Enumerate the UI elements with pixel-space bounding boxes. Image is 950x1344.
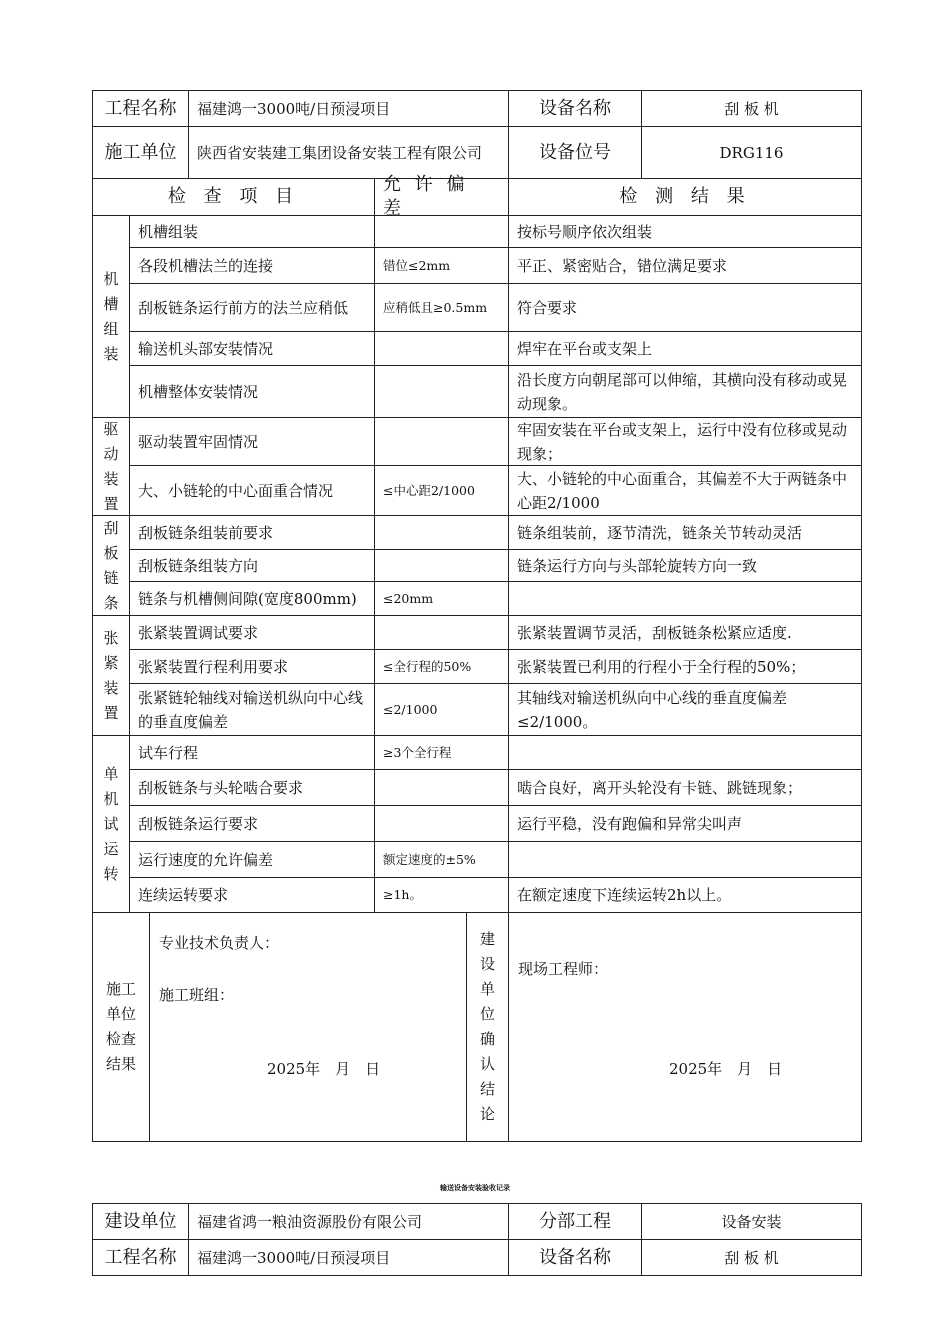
signoff-row — [92, 913, 862, 1142]
equipment-position-value: DRG116 — [642, 127, 862, 179]
inspection-row — [130, 466, 862, 516]
group-2 — [92, 516, 862, 616]
group-rows — [130, 216, 862, 418]
inspection-tolerance: ≥1h。 — [375, 878, 509, 913]
inspection-item: 各段机槽法兰的连接 — [130, 248, 375, 284]
inspection-row — [130, 684, 862, 736]
group-rows — [130, 736, 862, 913]
inspection-item: 驱动装置牢固情况 — [130, 418, 375, 466]
inspection-tolerance: ≤中心距2/1000 — [375, 466, 509, 516]
inspection-row — [130, 650, 862, 684]
project-name-label: 工程名称 — [93, 90, 189, 127]
equipment-name-value: 刮 板 机 — [642, 90, 862, 127]
inspection-tolerance — [375, 216, 509, 248]
site-engineer-label: 现场工程师： — [518, 960, 609, 978]
contractor-label: 施工单位 — [93, 127, 189, 179]
inspection-result: 焊牢在平台或支架上 — [509, 332, 862, 366]
sub-project-label: 分部工程 — [509, 1203, 642, 1240]
form-caption: 输送设备安装验收记录 — [440, 1184, 510, 1192]
inspection-result: 牢固安装在平台或支架上，运行中没有位移或晃动现象； — [509, 418, 862, 466]
inspection-result: 平正、紧密贴合，错位满足要求 — [509, 248, 862, 284]
inspection-result: 张紧装置已利用的行程小于全行程的50%； — [509, 650, 862, 684]
inspection-item: 机槽组装 — [130, 216, 375, 248]
inspection-item: 大、小链轮的中心面重合情况 — [130, 466, 375, 516]
inspection-item: 刮板链条运行前方的法兰应稍低 — [130, 284, 375, 332]
owner-confirm-label: 建 设 单 位 确 认 结 论 — [467, 913, 509, 1142]
project-name-value: 福建鸿一3000吨/日预浸项目 — [189, 90, 509, 127]
inspection-item: 张紧链轮轴线对输送机纵向中心线的垂直度偏差 — [130, 684, 375, 736]
inspection-item: 刮板链条运行要求 — [130, 806, 375, 842]
inspection-row — [130, 516, 862, 550]
inspection-row — [130, 878, 862, 913]
contractor-signoff-area — [150, 913, 467, 1142]
inspection-result — [509, 842, 862, 878]
inspection-tolerance — [375, 550, 509, 582]
inspection-tolerance: 应稍低且≥0.5mm — [375, 284, 509, 332]
second-header-row-2 — [92, 1240, 862, 1276]
inspection-tolerance — [375, 332, 509, 366]
inspection-tolerance: ≥3个全行程 — [375, 736, 509, 770]
inspection-result: 其轴线对输送机纵向中心线的垂直度偏差≤2/1000。 — [509, 684, 862, 736]
inspection-tolerance: ≤全行程的50% — [375, 650, 509, 684]
inspection-result — [509, 736, 862, 770]
group-label: 单 机 试 运 转 — [93, 736, 130, 913]
inspection-form — [92, 90, 862, 1142]
column-item-header: 检 查 项 目 — [93, 179, 375, 216]
group-0 — [92, 216, 862, 418]
group-label: 张 紧 装 置 — [93, 616, 130, 736]
inspection-row — [130, 582, 862, 616]
inspection-item: 运行速度的允许偏差 — [130, 842, 375, 878]
inspection-item: 链条与机槽侧间隙(宽度800mm) — [130, 582, 375, 616]
inspection-result: 链条运行方向与头部轮旋转方向一致 — [509, 550, 862, 582]
inspection-result: 符合要求 — [509, 284, 862, 332]
second-header-row-1 — [92, 1203, 862, 1240]
inspection-row — [130, 550, 862, 582]
group-rows — [130, 516, 862, 616]
inspection-tolerance — [375, 806, 509, 842]
inspection-row — [130, 616, 862, 650]
equipment-name-label: 设备名称 — [509, 90, 642, 127]
inspection-row — [130, 770, 862, 806]
contractor-check-label: 施工 单位 检查 结果 — [93, 913, 150, 1142]
inspection-item: 刮板链条与头轮啮合要求 — [130, 770, 375, 806]
inspection-result — [509, 582, 862, 616]
inspection-result: 张紧装置调节灵活，刮板链条松紧应适度. — [509, 616, 862, 650]
contractor-value: 陕西省安装建工集团设备安装工程有限公司 — [189, 127, 509, 179]
group-3 — [92, 616, 862, 736]
column-header-row — [92, 174, 862, 219]
group-label: 机 槽 组 装 — [93, 216, 130, 418]
inspection-row — [130, 284, 862, 332]
header-row-1 — [92, 90, 862, 127]
owner-date: 2025年 月 日 — [669, 1060, 783, 1078]
inspection-item: 刮板链条组装前要求 — [130, 516, 375, 550]
second-equipment-label: 设备名称 — [509, 1240, 642, 1276]
owner-unit-label: 建设单位 — [93, 1203, 189, 1240]
second-project-value: 福建鸿一3000吨/日预浸项目 — [189, 1240, 509, 1276]
group-label: 刮 板 链 条 — [93, 516, 130, 616]
inspection-result: 啮合良好，离开头轮没有卡链、跳链现象； — [509, 770, 862, 806]
inspection-row — [130, 216, 862, 248]
inspection-tolerance: ≤20mm — [375, 582, 509, 616]
owner-unit-value: 福建省鸿一粮油资源股份有限公司 — [189, 1203, 509, 1240]
inspection-result: 链条组装前，逐节清洗，链条关节转动灵活 — [509, 516, 862, 550]
inspection-row — [130, 418, 862, 466]
inspection-row — [130, 842, 862, 878]
inspection-tolerance — [375, 770, 509, 806]
group-rows — [130, 616, 862, 736]
inspection-tolerance: ≤2/1000 — [375, 684, 509, 736]
inspection-item: 张紧装置行程利用要求 — [130, 650, 375, 684]
header-row-2 — [92, 127, 862, 179]
column-result-header: 检 测 结 果 — [509, 179, 862, 216]
group-label: 驱 动 装 置 — [93, 418, 130, 516]
second-equipment-value: 刮 板 机 — [642, 1240, 862, 1276]
inspection-row — [130, 332, 862, 366]
group-4 — [92, 736, 862, 913]
inspection-tolerance — [375, 516, 509, 550]
inspection-row — [130, 248, 862, 284]
inspection-item: 试车行程 — [130, 736, 375, 770]
inspection-result: 大、小链轮的中心面重合，其偏差不大于两链条中心距2/1000 — [509, 466, 862, 516]
column-tolerance-header: 允 许 偏 差 — [375, 179, 509, 216]
second-form-header — [92, 1203, 862, 1276]
inspection-item: 机槽整体安装情况 — [130, 366, 375, 418]
crew-label: 施工班组： — [159, 986, 235, 1004]
owner-signoff-area — [509, 913, 862, 1142]
inspection-row — [130, 806, 862, 842]
inspection-tolerance: 错位≤2mm — [375, 248, 509, 284]
inspection-result: 在额定速度下连续运转2h以上。 — [509, 878, 862, 913]
inspection-item: 连续运转要求 — [130, 878, 375, 913]
inspection-result: 按标号顺序依次组装 — [509, 216, 862, 248]
inspection-item: 张紧装置调试要求 — [130, 616, 375, 650]
group-rows — [130, 418, 862, 516]
inspection-item: 输送机头部安装情况 — [130, 332, 375, 366]
second-project-label: 工程名称 — [93, 1240, 189, 1276]
inspection-tolerance — [375, 366, 509, 418]
equipment-position-label: 设备位号 — [509, 127, 642, 179]
tech-lead-label: 专业技术负责人： — [159, 934, 280, 952]
inspection-tolerance: 额定速度的±5% — [375, 842, 509, 878]
inspection-item: 刮板链条组装方向 — [130, 550, 375, 582]
inspection-result: 运行平稳，没有跑偏和异常尖叫声 — [509, 806, 862, 842]
inspection-tolerance — [375, 616, 509, 650]
inspection-row — [130, 366, 862, 418]
inspection-tolerance — [375, 418, 509, 466]
group-1 — [92, 418, 862, 516]
inspection-row — [130, 736, 862, 770]
inspection-result: 沿长度方向朝尾部可以伸缩，其横向没有移动或晃动现象。 — [509, 366, 862, 418]
contractor-date: 2025年 月 日 — [267, 1060, 381, 1078]
sub-project-value: 设备安装 — [642, 1203, 862, 1240]
